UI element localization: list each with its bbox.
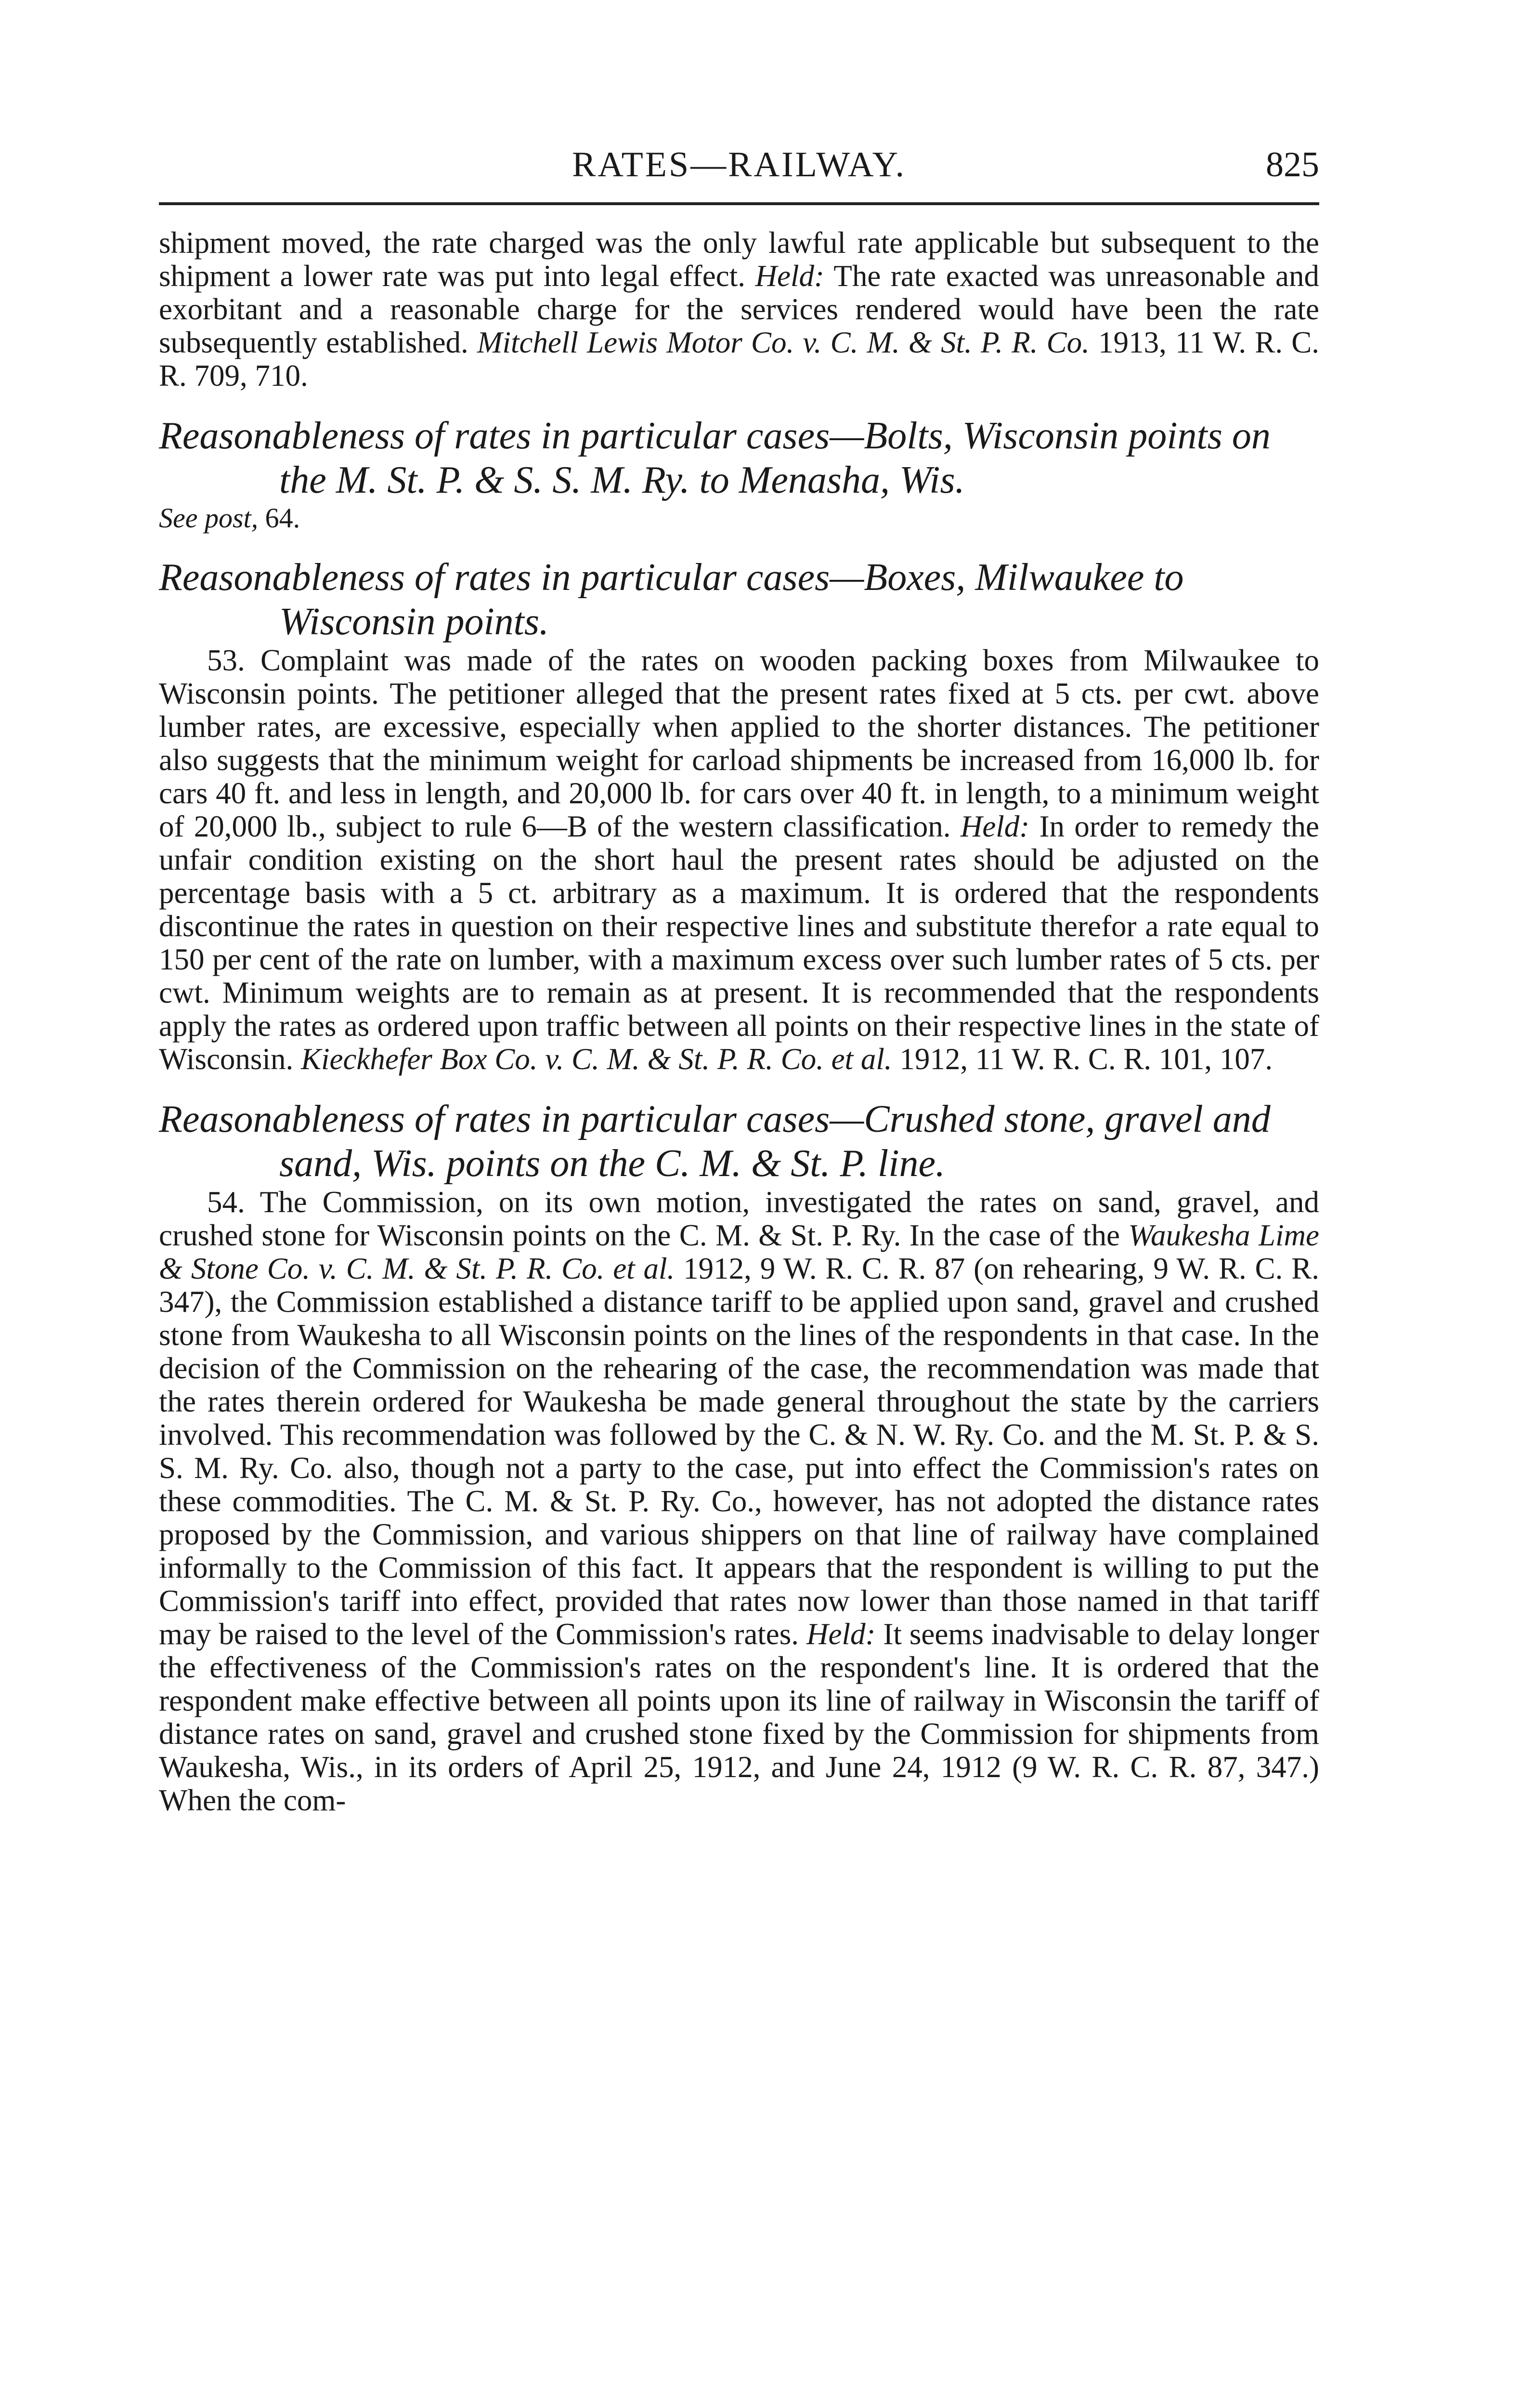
paragraph-54-text-3: It seems inadvisable to delay longer the effectiveness of the Commission's rates on the respondent's line. It is ordered that the respondent make effective between all points upon its line of railway in Wisconsin the tariff of distance rates on sand, gravel and crushed stone fixed by the Commission for shipments from Waukesha, Wis., in its orders of April 25, 1912, and June 24, 1912 (9 W. R. C. R. 87, 347.) When the com- — [159, 1617, 1319, 1817]
paragraph-53-text-2: In order to remedy the unfair condition existing on the short haul the present rates should be adjusted on the percentage basis with a 5 ct. arbitrary as a maximum. It is ordered that the respondents discontinue the rates in question on their respective lines and substitute therefor a rate equal to 150 per cent of the rate on lumber, with a maximum excess over such lumber rates of 5 cts. per cwt. Minimum weights are to remain as at present. It is recommended that the respondents apply the rates as ordered upon traffic between all points on their respective lines in the state of Wisconsin. — [159, 810, 1319, 1076]
section-heading-crushed-stone: Reasonableness of rates in particular cases—Crushed stone, gravel and sand, Wis. points on the C. M. & St. P. line. — [159, 1098, 1271, 1185]
case-citation-name: Kieckhefer Box Co. v. C. M. & St. P. R. Co. et al. — [300, 1042, 892, 1076]
case-citation-reference: 1912, 11 W. R. C. R. 101, 107. — [892, 1042, 1273, 1076]
see-post-number: 64. — [258, 502, 300, 534]
case-citation-name: Mitchell Lewis Motor Co. v. C. M. & St. P. R. Co. — [477, 326, 1090, 359]
section-heading-boxes: Reasonableness of rates in particular cases—Boxes, Milwaukee to Wisconsin points. — [159, 556, 1184, 643]
continuation-paragraph — [159, 226, 1319, 393]
paragraph-54-text-2: 1912, 9 W. R. C. R. 87 (on rehearing, 9 W. R. C. R. 347), the Commission established a distance tariff to be applied upon sand, gravel and crushed stone from Waukesha to all Wisconsin points on the lines of the respondents in that case. In the decision of the Commission on the rehearing of the case, the recommendation was made that the rates therein ordered for Waukesha be made general throughout the state by the carriers involved. This recommendation was followed by the C. & N. W. Ry. Co. and the M. St. P. & S. S. M. Ry. Co. also, though not a party to the case, put into effect the Commission's rates on these commodities. The C. M. & St. P. Ry. Co., however, has not adopted the distance rates proposed by the Commission, and various shippers on that line of railway have complained informally to the Commission of this fact. It appears that the respondent is willing to put the Commission's tariff into effect, provided that rates now lower than those named in that tariff may be raised to the level of the Commission's rates. — [159, 1252, 1319, 1651]
page-number: 825 — [1266, 145, 1319, 184]
see-post-label: See post, — [159, 502, 259, 534]
paragraph-53-text-1: 53. Complaint was made of the rates on wooden packing boxes from Milwaukee to Wisconsin points. The petitioner alleged that the present rates fixed at 5 cts. per cwt. above lumber rates, are excessive, especially when applied to the shorter distances. The petitioner also suggests that the minimum weight for carload shipments be increased from 16,000 lb. for cars 40 ft. and less in length, and 20,000 lb. for cars over 40 ft. in length, to a minimum weight of 20,000 lb., subject to rule 6—B of the western classification. — [159, 643, 1319, 843]
held-label: Held: — [806, 1617, 876, 1651]
section-heading-bolts: Reasonableness of rates in particular cases—Bolts, Wisconsin points on the M. St. P. & S. S. M. Ry. to Menasha, Wis. — [159, 415, 1271, 501]
case-citation-reference: 1913, 11 W. R. C. R. 709, 710. — [159, 326, 1320, 393]
running-head — [159, 144, 1319, 202]
paragraph-54-text-1: 54. The Commission, on its own motion, investigated the rates on sand, gravel, and crushed stone for Wisconsin points on the C. M. & St. P. Ry. In the case of the — [159, 1185, 1319, 1252]
see-post-reference — [159, 502, 1319, 534]
book-page — [159, 144, 1319, 1817]
continuation-text-2: The rate exacted was unreasonable and exorbitant and a reasonable charge for the services rendered would have been the rate subsequently established. — [159, 259, 1319, 359]
header-rule — [159, 202, 1319, 205]
held-label: Held: — [960, 810, 1030, 843]
running-title: RATES—RAILWAY. — [572, 145, 906, 184]
held-label: Held: — [755, 259, 824, 293]
paragraph-54 — [159, 1186, 1319, 1817]
paragraph-53 — [159, 644, 1319, 1076]
case-citation-name: Waukesha Lime & Stone Co. v. C. M. & St. P. R. Co. et al. — [159, 1218, 1319, 1285]
continuation-text-1: shipment moved, the rate charged was the only lawful rate applicable but subsequent to the shipment a lower rate was put into legal effect. — [159, 226, 1319, 293]
